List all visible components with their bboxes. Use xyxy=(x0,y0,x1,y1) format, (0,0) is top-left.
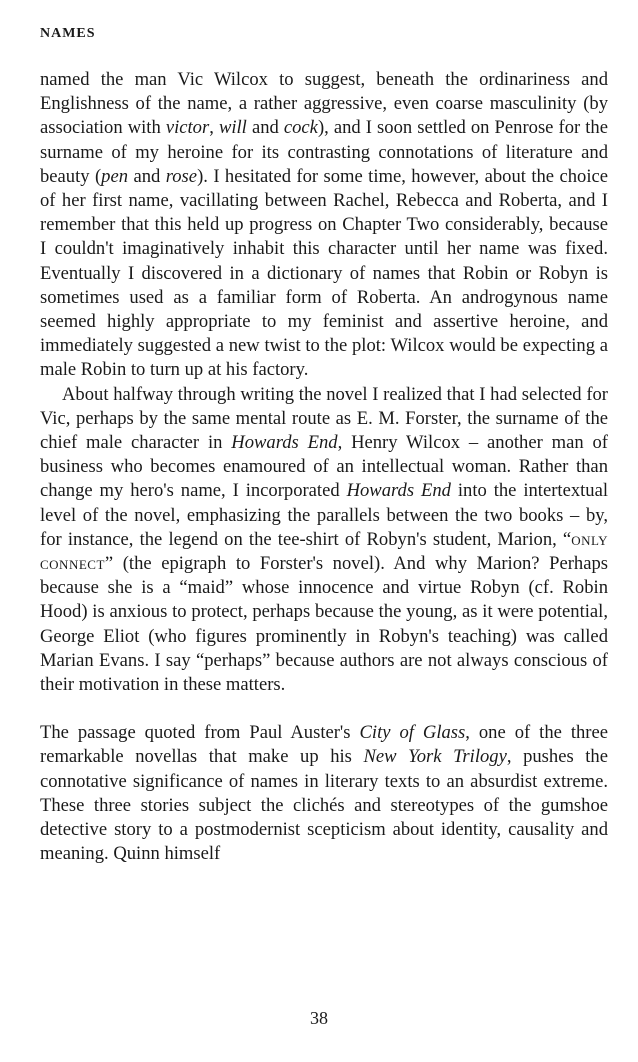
italic-text: Howards End xyxy=(346,480,451,502)
italic-text: pen xyxy=(101,165,129,187)
small-caps-text: only connect xyxy=(40,528,608,575)
paragraph: About halfway through writing the novel I realized that I had selected for Vic, perhaps by the same mental route as E. M. Forster, the surname of the chief male character in Howards End, Henry Wilcox – another man of business who becomes enamoured of an intellectual woman. Rather than change my hero's name, I incorporated Howards End into the intertextual level of the novel, emphasizing the parallels between the two books – by, for instance, the legend on the tee-shirt of Robyn's student, Marion, “only connect” (the epigraph to Forster's novel). And why Marion? Perhaps because she is a “maid” whose innocence and virtue Robyn (cf. Robin Hood) is anxious to protect, perhaps because the young, as it were potential, George Eliot (who figures prominently in Robyn's teaching) was called Marian Evans. I say “perhaps” because authors are not always conscious of their motivation in these matters. xyxy=(40,383,608,696)
paragraph: named the man Vic Wilcox to suggest, beneath the ordinariness and Englishness of the name, a rather aggressive, even coarse masculinity (by association with victor, will and cock), and I soon settled on Penrose for the surname of my heroine for its contrasting connotations of literature and beauty (pen and rose). I hesitated for some time, however, about the choice of her first name, vacillating between Rachel, Rebecca and Roberta, and I remember that this held up progress on Chapter Two considerably, because I couldn't imaginatively inhabit this character until her name was fixed. Eventually I discovered in a dictionary of names that Robin or Robyn is sometimes used as a familiar form of Roberta. An androgynous name seemed highly appropriate to my feminist and assertive heroine, and immediately suggested a new twist to the plot: Wilcox would be expecting a male Robin to turn up at his factory. xyxy=(40,69,608,381)
italic-text: will xyxy=(218,117,247,139)
italic-text: City of Glass xyxy=(359,722,466,744)
body-text xyxy=(40,68,608,867)
italic-text: victor xyxy=(165,117,210,139)
running-head: NAMES xyxy=(40,26,96,41)
italic-text: Howards End xyxy=(231,432,338,454)
book-page xyxy=(40,26,608,867)
italic-text: cock xyxy=(283,117,318,139)
page-number: 38 xyxy=(310,1008,328,1028)
italic-text: New York Trilogy xyxy=(363,746,507,768)
italic-text: rose xyxy=(165,165,198,187)
paragraph: The passage quoted from Paul Auster's City of Glass, one of the three remarkable novellas that make up his New York Trilogy, pushes the connotative significance of names in literary texts to an absurdist extreme. These three stories subject the clichés and stereotypes of the gumshoe detective story to a postmodernist scepticism about identity, causality and meaning. Quinn himself xyxy=(40,722,609,865)
